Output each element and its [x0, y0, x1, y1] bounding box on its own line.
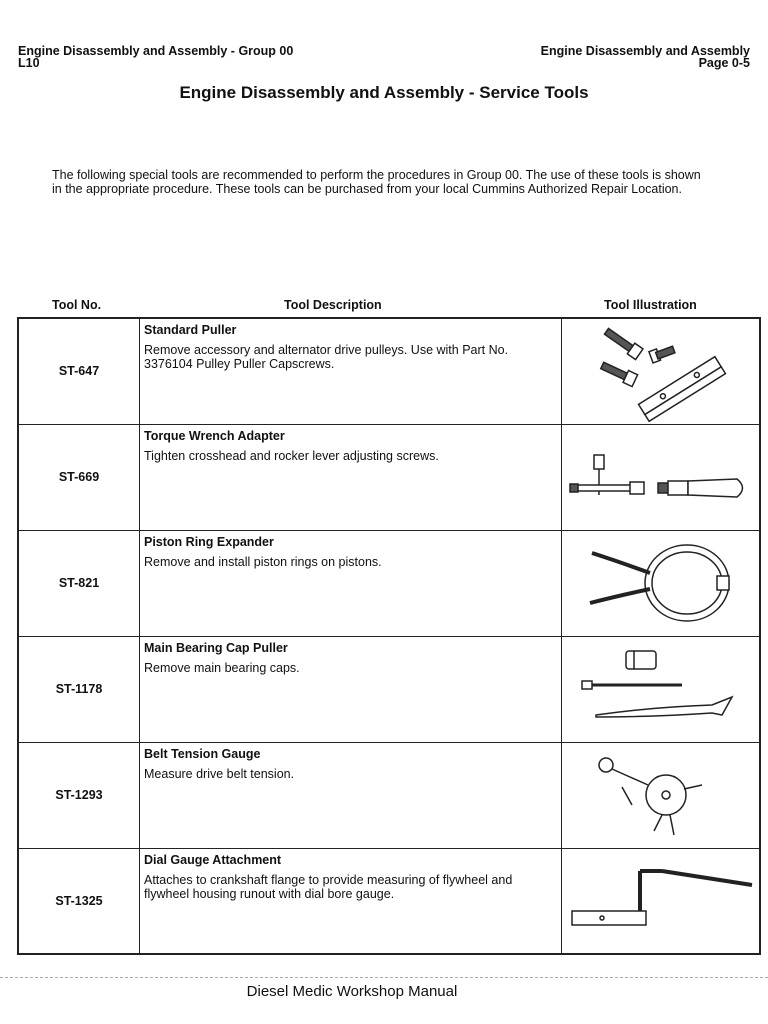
- tool-description: Remove main bearing caps.: [144, 660, 300, 675]
- cap-puller-icon: [562, 637, 759, 741]
- tool-description-cell: [140, 848, 562, 954]
- table-row: [18, 636, 760, 742]
- tool-illustration-cell: [562, 636, 761, 742]
- tool-description-cell: [140, 318, 562, 424]
- table-row: [18, 424, 760, 530]
- tool-number: ST-1293: [55, 788, 103, 802]
- tool-illustration-cell: [562, 530, 761, 636]
- tool-number-cell: [18, 318, 140, 424]
- page-title: Engine Disassembly and Assembly - Service Tools: [179, 83, 589, 102]
- tool-illustration-cell: [562, 318, 761, 424]
- table-row: [18, 848, 760, 954]
- tool-description-cell: [140, 530, 562, 636]
- tool-number: ST-1325: [55, 893, 103, 908]
- tool-description: Remove and install piston rings on pistons.: [144, 554, 382, 569]
- ring-expander-icon: [562, 531, 759, 635]
- tension-gauge-icon: [562, 743, 759, 847]
- tool-number: ST-821: [58, 576, 100, 590]
- header-page-number: Page 0-5: [698, 56, 750, 70]
- table-row: [18, 530, 760, 636]
- tool-number-cell: [18, 530, 140, 636]
- footer-text: Diesel Medic Workshop Manual: [246, 983, 458, 1000]
- tool-name: Piston Ring Expander: [144, 534, 274, 549]
- tool-number-cell: [18, 424, 140, 530]
- tool-name: Standard Puller: [144, 323, 237, 337]
- tool-number-cell: [18, 636, 140, 742]
- tool-number-cell: [18, 848, 140, 954]
- tool-number-cell: [18, 742, 140, 848]
- tool-name: Torque Wrench Adapter: [144, 428, 285, 443]
- column-header-description: Tool Description: [284, 298, 382, 312]
- tool-description-cell: [140, 742, 562, 848]
- header-left: [18, 45, 293, 69]
- puller-icon: [562, 319, 759, 423]
- tool-number: ST-647: [58, 364, 100, 379]
- tool-illustration-cell: [562, 742, 761, 848]
- tool-description: Remove accessory and alternator drive pulleys. Use with Part No. 3376104 Pulley Puller Capscrews.: [144, 343, 509, 371]
- header-engine-model: L10: [18, 56, 40, 70]
- tool-illustration-cell: [562, 424, 761, 530]
- tool-description: Attaches to crankshaft flange to provide measuring of flywheel and flywheel housing runout with dial bore gauge.: [144, 872, 513, 901]
- tool-name: Belt Tension Gauge: [144, 746, 261, 761]
- tool-name: Dial Gauge Attachment: [144, 852, 282, 867]
- table-row: [18, 742, 760, 848]
- tool-description-cell: [140, 424, 562, 530]
- tool-description: Tighten crosshead and rocker lever adjusting screws.: [144, 448, 439, 463]
- tool-number: ST-1178: [55, 682, 103, 696]
- tool-description: Measure drive belt tension.: [144, 766, 295, 781]
- service-tools-table: [17, 317, 761, 955]
- header-chapter-title: Engine Disassembly and Assembly: [540, 44, 750, 58]
- tool-description-cell: [140, 636, 562, 742]
- dial-gauge-attachment-icon: [562, 849, 759, 953]
- tool-illustration-cell: [562, 848, 761, 954]
- footer-divider: [0, 977, 768, 978]
- table-row: [18, 318, 760, 424]
- header-section-title: Engine Disassembly and Assembly - Group 00: [18, 44, 294, 58]
- tool-number: ST-669: [58, 470, 100, 484]
- intro-paragraph: The following special tools are recommended to perform the procedures in Group 00. The use of these tools is shown in the appropriate procedure. These tools can be purchased from your local Cummins Authorized Repair Location.: [52, 168, 701, 196]
- wrench-adapter-icon: [562, 425, 759, 529]
- tool-name: Main Bearing Cap Puller: [144, 640, 288, 655]
- column-header-tool-no: Tool No.: [52, 298, 102, 312]
- column-header-illustration: Tool Illustration: [604, 298, 697, 312]
- header-right: [541, 45, 750, 69]
